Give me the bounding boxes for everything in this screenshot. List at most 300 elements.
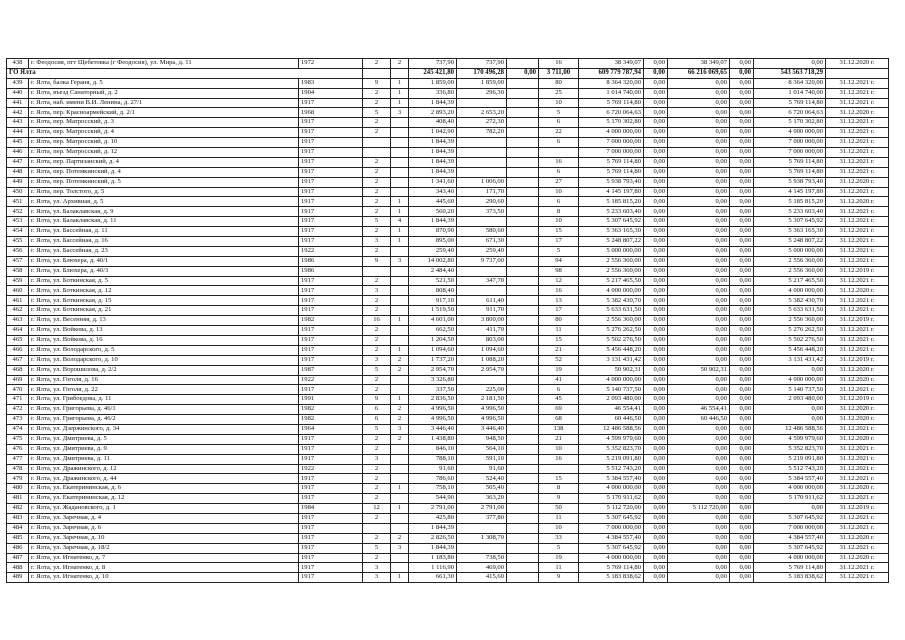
living-area-cell: 2 181,50 (457, 395, 507, 405)
living-area-cell (457, 167, 507, 177)
cost-fund-cell: 0,00 (644, 434, 668, 444)
nonres-area-cell (507, 296, 539, 306)
nonres-area-cell (507, 415, 539, 425)
living-area-cell (457, 157, 507, 167)
living-area-cell: 803,00 (457, 335, 507, 345)
address-cell: г. Ялта, ул. Гоголя, д. 16 (29, 375, 299, 385)
cost-budget-cell: 0,00 (668, 563, 730, 573)
cost-total-cell: 4 145 197,80 (579, 187, 644, 197)
living-area-cell: 524,40 (457, 474, 507, 484)
cost-owners-cell: 4 000 000,00 (754, 286, 826, 296)
cost-budget-cell: 0,00 (668, 138, 730, 148)
cost-fund-cell: 0,00 (644, 326, 668, 336)
living-area-cell: 171,70 (457, 187, 507, 197)
cost-fund-cell: 0,00 (644, 345, 668, 355)
living-area-cell: 564,10 (457, 444, 507, 454)
row-number-cell: 451 (7, 197, 29, 207)
cost-other-cell: 0,00 (730, 533, 754, 543)
deadline-cell: 31.12.2021 г. (826, 88, 889, 98)
cost-budget-cell: 0,00 (668, 167, 730, 177)
total-area-cell: 1 844,39 (409, 217, 457, 227)
floors-cell: 2 (363, 276, 391, 286)
floors-cell: 3 (363, 573, 391, 583)
deadline-cell: 31.12.2021 г. (826, 326, 889, 336)
table-row (7, 345, 889, 355)
subtotal-cell: 245 421,80 (409, 68, 457, 78)
table-row (7, 88, 889, 98)
cost-total-cell: 5 307 645,92 (579, 217, 644, 227)
row-number-cell: 440 (7, 88, 29, 98)
year-built-cell: 1917 (299, 207, 363, 217)
table-row (7, 237, 889, 247)
entrances-cell (391, 326, 409, 336)
floors-cell: 6 (363, 415, 391, 425)
cost-owners-cell: 7 000 000,00 (754, 138, 826, 148)
cost-owners-cell: 7 000 000,00 (754, 523, 826, 533)
address-cell: г. Ялта, ул. Боткинская, д. 12 (29, 286, 299, 296)
cost-fund-cell: 0,00 (644, 177, 668, 187)
entrances-cell: 2 (391, 405, 409, 415)
year-built-cell: 1922 (299, 464, 363, 474)
residents-cell: 27 (539, 177, 579, 187)
residents-cell: 16 (539, 59, 579, 69)
nonres-area-cell (507, 276, 539, 286)
entrances-cell (391, 276, 409, 286)
address-cell: г. Ялта, ул. Блюхера, д. 40/3 (29, 266, 299, 276)
cost-other-cell: 0,00 (730, 454, 754, 464)
deadline-cell: 31.12.2021 г. (826, 78, 889, 88)
cost-other-cell: 0,00 (730, 464, 754, 474)
total-area-cell: 408,40 (409, 118, 457, 128)
cost-budget-cell: 46 554,41 (668, 405, 730, 415)
living-area-cell: 469,00 (457, 563, 507, 573)
cost-fund-cell: 0,00 (644, 316, 668, 326)
entrances-cell (391, 464, 409, 474)
cost-total-cell: 5 112 720,00 (579, 504, 644, 514)
living-area-cell (457, 217, 507, 227)
residents-cell: 13 (539, 296, 579, 306)
total-area-cell: 1 859,00 (409, 78, 457, 88)
cost-owners-cell: 4 000 000,00 (754, 553, 826, 563)
cost-total-cell: 7 000 000,00 (579, 523, 644, 533)
cost-other-cell: 0,00 (730, 187, 754, 197)
total-area-cell: 870,90 (409, 227, 457, 237)
entrances-cell: 1 (391, 88, 409, 98)
residents-cell: 69 (539, 405, 579, 415)
cost-total-cell: 60 446,50 (579, 415, 644, 425)
nonres-area-cell (507, 385, 539, 395)
total-area-cell: 2 954,70 (409, 365, 457, 375)
year-built-cell: 1984 (299, 504, 363, 514)
deadline-cell: 31.12.2021 г. (826, 148, 889, 158)
address-cell: г. Ялта, ул. Игнатенко, д. 7 (29, 553, 299, 563)
entrances-cell (391, 553, 409, 563)
nonres-area-cell (507, 316, 539, 326)
cost-budget-cell: 0,00 (668, 385, 730, 395)
living-area-cell: 591,10 (457, 454, 507, 464)
cost-budget-cell: 50 902,31 (668, 365, 730, 375)
living-area-cell: 911,70 (457, 306, 507, 316)
row-number-cell: 446 (7, 148, 29, 158)
entrances-cell: 3 (391, 108, 409, 118)
subtotal-cell: 543 563 718,29 (754, 68, 826, 78)
cost-total-cell: 4 000 000,00 (579, 484, 644, 494)
deadline-cell: 31.12.2021 г. (826, 237, 889, 247)
year-built-cell: 1917 (299, 326, 363, 336)
year-built-cell: 1991 (299, 395, 363, 405)
floors-cell: 2 (363, 177, 391, 187)
cost-budget-cell: 0,00 (668, 197, 730, 207)
total-area-cell: 336,80 (409, 88, 457, 98)
cost-fund-cell: 0,00 (644, 494, 668, 504)
row-number-cell: 463 (7, 316, 29, 326)
floors-cell: 16 (363, 316, 391, 326)
cost-owners-cell: 5 185 815,20 (754, 197, 826, 207)
cost-budget-cell: 0,00 (668, 335, 730, 345)
total-area-cell: 1 844,39 (409, 98, 457, 108)
cost-total-cell: 5 456 448,20 (579, 345, 644, 355)
cost-owners-cell: 5 769 114,80 (754, 167, 826, 177)
cost-budget-cell: 5 112 720,00 (668, 504, 730, 514)
cost-other-cell: 0,00 (730, 375, 754, 385)
cost-owners-cell: 5 276 262,50 (754, 326, 826, 336)
cost-owners-cell: 0,00 (754, 415, 826, 425)
section-subtotal-row (7, 68, 889, 78)
cost-total-cell: 5 512 743,20 (579, 464, 644, 474)
residents-cell: 11 (539, 513, 579, 523)
entrances-cell: 2 (391, 415, 409, 425)
entrances-cell: 2 (391, 533, 409, 543)
cost-other-cell: 0,00 (730, 296, 754, 306)
deadline-cell: 31.12.2021 г. (826, 256, 889, 266)
nonres-area-cell (507, 138, 539, 148)
year-built-cell: 1917 (299, 523, 363, 533)
address-cell: г. Ялта, балка Гераня, д. 5 (29, 78, 299, 88)
row-number-cell: 441 (7, 98, 29, 108)
floors-cell: 2 (363, 157, 391, 167)
living-area-cell: 296,30 (457, 88, 507, 98)
cost-owners-cell: 2 556 360,00 (754, 256, 826, 266)
deadline-cell: 31.12.2021 г. (826, 464, 889, 474)
table-row (7, 533, 889, 543)
total-area-cell: 1 204,50 (409, 335, 457, 345)
entrances-cell (391, 286, 409, 296)
row-number-cell: 449 (7, 177, 29, 187)
cost-fund-cell: 0,00 (644, 424, 668, 434)
floors-cell: 2 (363, 385, 391, 395)
cost-other-cell: 0,00 (730, 553, 754, 563)
cost-other-cell: 0,00 (730, 395, 754, 405)
deadline-cell: 31.12.2020 г. (826, 177, 889, 187)
year-built-cell: 1917 (299, 484, 363, 494)
floors-cell: 5 (363, 108, 391, 118)
nonres-area-cell (507, 504, 539, 514)
address-cell: г. Ялта, ул. Заречная, д. 6 (29, 523, 299, 533)
row-number-cell: 479 (7, 474, 29, 484)
cost-budget-cell: 0,00 (668, 78, 730, 88)
year-built-cell: 1917 (299, 177, 363, 187)
residents-cell: 17 (539, 306, 579, 316)
cost-fund-cell: 0,00 (644, 157, 668, 167)
table-row (7, 217, 889, 227)
nonres-area-cell (507, 227, 539, 237)
deadline-cell: 31.12.2020 г. (826, 286, 889, 296)
address-cell: г. Ялта, въезд Санаторный, д. 2 (29, 88, 299, 98)
table-row (7, 415, 889, 425)
cost-budget-cell: 0,00 (668, 227, 730, 237)
cost-budget-cell: 60 446,50 (668, 415, 730, 425)
year-built-cell: 1917 (299, 187, 363, 197)
cost-total-cell: 5 233 603,40 (579, 207, 644, 217)
living-area-cell: 4 996,50 (457, 415, 507, 425)
residents-cell: 98 (539, 266, 579, 276)
cost-total-cell: 5 633 631,50 (579, 306, 644, 316)
total-area-cell: 1 844,39 (409, 543, 457, 553)
nonres-area-cell (507, 395, 539, 405)
table-row (7, 286, 889, 296)
total-area-cell: 337,50 (409, 385, 457, 395)
year-built-cell: 1917 (299, 118, 363, 128)
subtotal-cell (826, 68, 889, 78)
cost-other-cell: 0,00 (730, 563, 754, 573)
nonres-area-cell (507, 484, 539, 494)
cost-fund-cell: 0,00 (644, 504, 668, 514)
year-built-cell: 1968 (299, 108, 363, 118)
deadline-cell: 31.12.2021 г. (826, 563, 889, 573)
total-area-cell: 1 438,80 (409, 434, 457, 444)
cost-total-cell: 5 307 645,92 (579, 543, 644, 553)
address-cell: г. Ялта, пер. Матросский, д. 10 (29, 138, 299, 148)
deadline-cell: 31.12.2021 г. (826, 385, 889, 395)
table-row (7, 543, 889, 553)
cost-fund-cell: 0,00 (644, 197, 668, 207)
table-row (7, 266, 889, 276)
cost-owners-cell: 5 382 430,70 (754, 296, 826, 306)
cost-owners-cell: 2 556 360,00 (754, 266, 826, 276)
row-number-cell: 474 (7, 424, 29, 434)
cost-budget-cell: 0,00 (668, 207, 730, 217)
cost-total-cell: 5 248 807,22 (579, 237, 644, 247)
floors-cell: 2 (363, 474, 391, 484)
row-number-cell: 469 (7, 375, 29, 385)
residents-cell: 19 (539, 365, 579, 375)
living-area-cell (457, 98, 507, 108)
address-cell: г. Ялта, пер. Матросский, д. 3 (29, 118, 299, 128)
deadline-cell: 31.12.2021 г. (826, 276, 889, 286)
cost-budget-cell: 0,00 (668, 355, 730, 365)
row-number-cell: 486 (7, 543, 29, 553)
year-built-cell: 1917 (299, 335, 363, 345)
nonres-area-cell (507, 207, 539, 217)
cost-budget-cell: 0,00 (668, 157, 730, 167)
deadline-cell: 31.12.2021 г. (826, 227, 889, 237)
floors-cell: 2 (363, 553, 391, 563)
cost-budget-cell: 0,00 (668, 444, 730, 454)
floors-cell: 12 (363, 504, 391, 514)
total-area-cell: 4 601,00 (409, 316, 457, 326)
entrances-cell: 1 (391, 395, 409, 405)
cost-other-cell: 0,00 (730, 88, 754, 98)
cost-total-cell: 5 938 793,40 (579, 177, 644, 187)
entrances-cell: 2 (391, 434, 409, 444)
living-area-cell (457, 375, 507, 385)
table-row (7, 227, 889, 237)
living-area-cell: 347,70 (457, 276, 507, 286)
address-cell: г. Ялта, ул. Заречная, д. 10 (29, 533, 299, 543)
floors-cell: 2 (363, 207, 391, 217)
nonres-area-cell (507, 128, 539, 138)
cost-budget-cell: 0,00 (668, 316, 730, 326)
entrances-cell (391, 375, 409, 385)
cost-owners-cell: 12 486 588,56 (754, 424, 826, 434)
floors-cell: 2 (363, 375, 391, 385)
cost-fund-cell: 0,00 (644, 128, 668, 138)
table-row (7, 474, 889, 484)
year-built-cell: 1982 (299, 415, 363, 425)
cost-fund-cell: 0,00 (644, 523, 668, 533)
cost-budget-cell: 0,00 (668, 306, 730, 316)
residents-cell: 68 (539, 415, 579, 425)
address-cell: г. Ялта, ул. Гоголя, д. 22 (29, 385, 299, 395)
total-area-cell: 2 836,50 (409, 395, 457, 405)
floors-cell: 2 (363, 345, 391, 355)
year-built-cell: 1917 (299, 286, 363, 296)
address-cell: г. Ялта, пер. Партизанский, д. 4 (29, 157, 299, 167)
floors-cell: 2 (363, 227, 391, 237)
total-area-cell: 3 446,40 (409, 424, 457, 434)
row-number-cell: 476 (7, 444, 29, 454)
living-area-cell (457, 148, 507, 158)
entrances-cell: 2 (391, 355, 409, 365)
deadline-cell: 31.12.2021 г. (826, 474, 889, 484)
entrances-cell (391, 157, 409, 167)
living-area-cell: 91,60 (457, 464, 507, 474)
entrances-cell: 2 (391, 365, 409, 375)
cost-budget-cell: 38 349,07 (668, 59, 730, 69)
year-built-cell: 1983 (299, 78, 363, 88)
nonres-area-cell (507, 523, 539, 533)
living-area-cell: 377,80 (457, 513, 507, 523)
residents-cell: 17 (539, 237, 579, 247)
row-number-cell: 450 (7, 187, 29, 197)
row-number-cell: 438 (7, 59, 29, 69)
cost-other-cell: 0,00 (730, 177, 754, 187)
cost-other-cell: 0,00 (730, 217, 754, 227)
address-cell: г. Ялта, ул. Григорьева, д. 46/1 (29, 405, 299, 415)
cost-total-cell: 4 000 000,00 (579, 286, 644, 296)
cost-budget-cell: 0,00 (668, 474, 730, 484)
entrances-cell: 1 (391, 227, 409, 237)
cost-other-cell: 0,00 (730, 246, 754, 256)
address-cell: г. Ялта, ул. Бассейная, д. 23 (29, 246, 299, 256)
table-row (7, 464, 889, 474)
cost-budget-cell: 0,00 (668, 237, 730, 247)
cost-other-cell: 0,00 (730, 98, 754, 108)
deadline-cell: 31.12.2021 г. (826, 543, 889, 553)
address-cell: г. Ялта, ул. Боткинская, д. 5 (29, 276, 299, 286)
total-area-cell: 758,10 (409, 484, 457, 494)
floors-cell: 3 (363, 286, 391, 296)
table-row (7, 108, 889, 118)
residents-cell: 9 (539, 494, 579, 504)
cost-budget-cell: 0,00 (668, 494, 730, 504)
nonres-area-cell (507, 148, 539, 158)
nonres-area-cell (507, 256, 539, 266)
residents-cell: 5 (539, 108, 579, 118)
cost-fund-cell: 0,00 (644, 207, 668, 217)
living-area-cell (457, 266, 507, 276)
floors-cell: 2 (363, 88, 391, 98)
deadline-cell: 31.12.2021 г. (826, 573, 889, 583)
deadline-cell: 31.12.2021 г. (826, 513, 889, 523)
cost-budget-cell: 0,00 (668, 177, 730, 187)
table-row (7, 573, 889, 583)
address-cell: г. Ялта, ул. Бассейная, д. 16 (29, 237, 299, 247)
living-area-cell: 259,40 (457, 246, 507, 256)
deadline-cell: 31.12.2021 г. (826, 118, 889, 128)
living-area-cell: 738,50 (457, 553, 507, 563)
total-area-cell: 259,40 (409, 246, 457, 256)
cost-fund-cell: 0,00 (644, 464, 668, 474)
address-cell: г. Ялта, ул. Володарского, д. 10 (29, 355, 299, 365)
total-area-cell: 4 996,50 (409, 405, 457, 415)
residents-cell (539, 148, 579, 158)
cost-owners-cell: 5 512 743,20 (754, 464, 826, 474)
cost-total-cell: 38 349,07 (579, 59, 644, 69)
floors-cell: 2 (363, 187, 391, 197)
deadline-cell: 31.12.2020 г. (826, 375, 889, 385)
total-area-cell: 1 519,50 (409, 306, 457, 316)
entrances-cell: 1 (391, 207, 409, 217)
address-cell: г. Ялта, ул. Боткинская, д. 21 (29, 306, 299, 316)
table-row (7, 335, 889, 345)
living-area-cell: 1 006,00 (457, 177, 507, 187)
cost-other-cell: 0,00 (730, 543, 754, 553)
cost-other-cell: 0,00 (730, 405, 754, 415)
address-cell: г. Ялта, пер. Красноармейский, д. 2/1 (29, 108, 299, 118)
cost-owners-cell: 5 938 793,40 (754, 177, 826, 187)
living-area-cell: 737,90 (457, 59, 507, 69)
cost-total-cell: 2 093 480,00 (579, 395, 644, 405)
cost-total-cell: 5 170 302,80 (579, 118, 644, 128)
nonres-area-cell (507, 306, 539, 316)
table-row (7, 296, 889, 306)
nonres-area-cell (507, 533, 539, 543)
nonres-area-cell (507, 59, 539, 69)
cost-total-cell: 7 000 000,00 (579, 138, 644, 148)
table-body (7, 59, 889, 583)
address-cell: г. Ялта, ул. Балаклавская, д. 11 (29, 217, 299, 227)
cost-fund-cell: 0,00 (644, 484, 668, 494)
cost-owners-cell: 5 233 603,40 (754, 207, 826, 217)
living-area-cell: 290,60 (457, 197, 507, 207)
year-built-cell: 1986 (299, 256, 363, 266)
cost-fund-cell: 0,00 (644, 167, 668, 177)
cost-other-cell: 0,00 (730, 227, 754, 237)
address-cell: г. Ялта, пер. Матросский, д. 12 (29, 148, 299, 158)
cost-owners-cell: 5 140 737,50 (754, 385, 826, 395)
deadline-cell: 31.12.2021 г. (826, 138, 889, 148)
cost-total-cell: 5 307 645,92 (579, 513, 644, 523)
living-area-cell: 505,40 (457, 484, 507, 494)
row-number-cell: 448 (7, 167, 29, 177)
cost-fund-cell: 0,00 (644, 59, 668, 69)
cost-fund-cell: 0,00 (644, 553, 668, 563)
total-area-cell: 895,00 (409, 237, 457, 247)
row-number-cell: 465 (7, 335, 29, 345)
living-area-cell: 580,60 (457, 227, 507, 237)
floors-cell (363, 148, 391, 158)
